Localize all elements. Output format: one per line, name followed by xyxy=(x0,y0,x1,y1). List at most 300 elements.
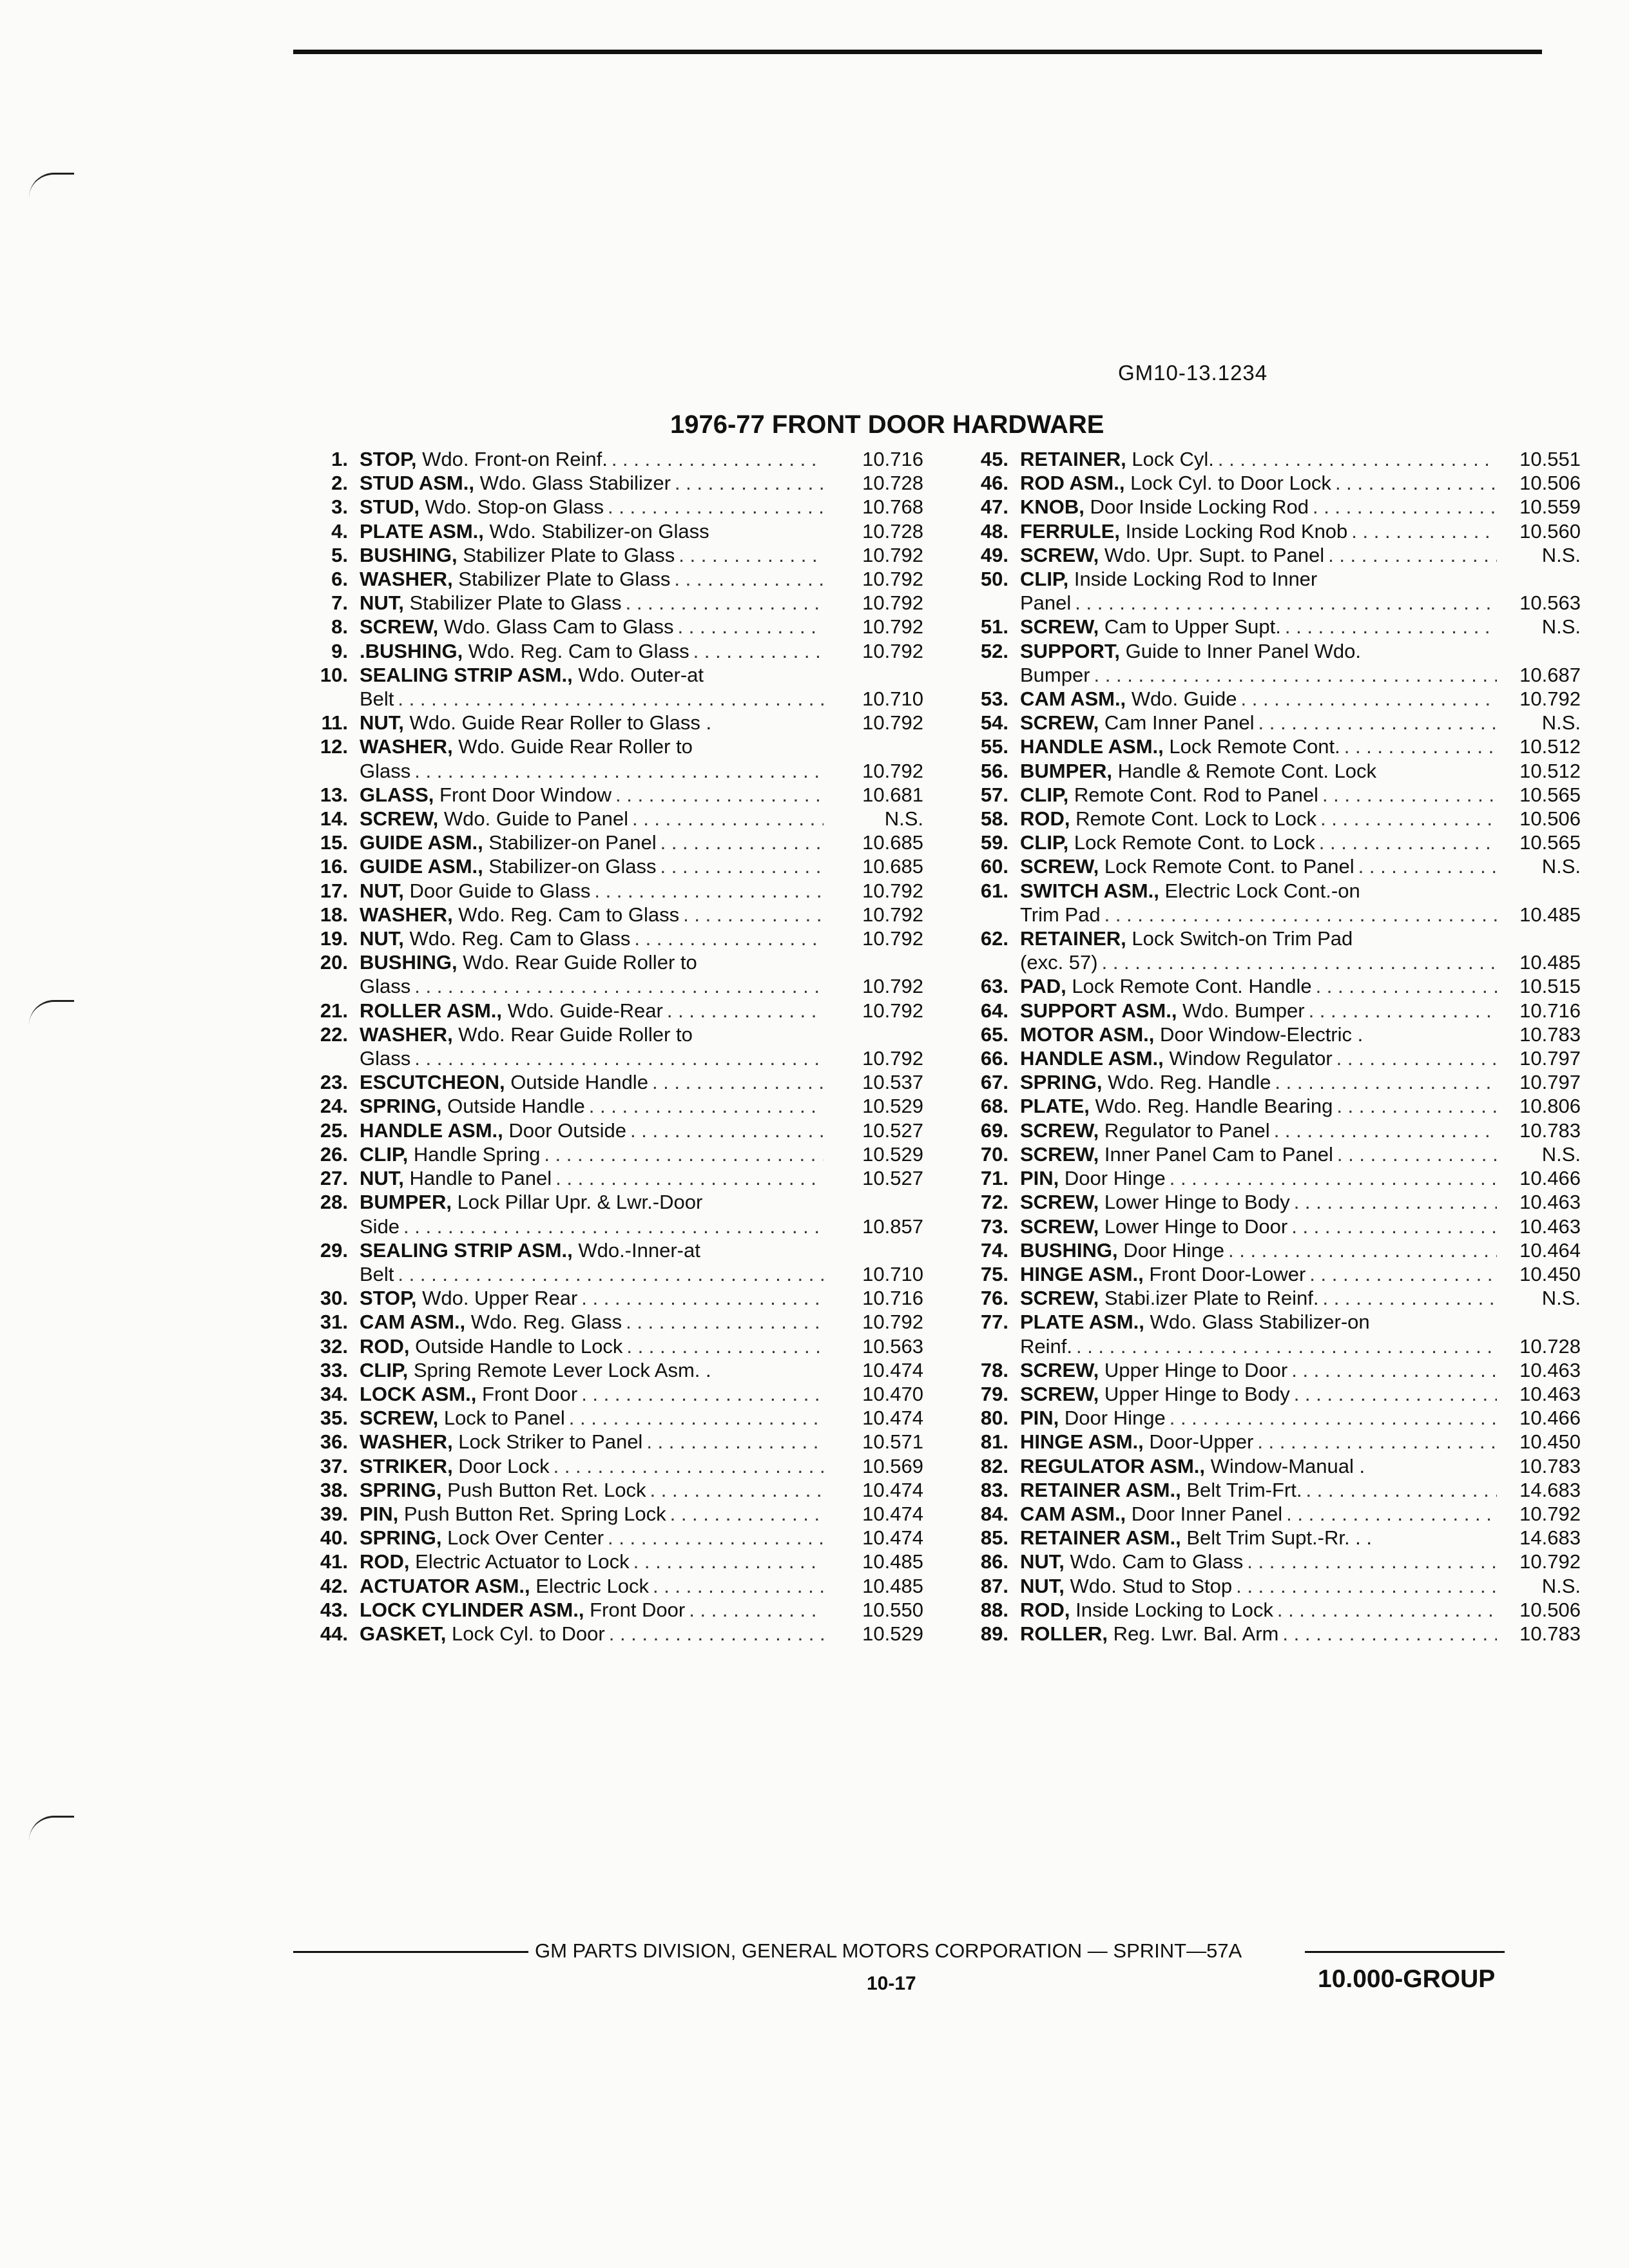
item-detail: Wdo. Reg. Handle Bearing xyxy=(1089,1095,1333,1118)
item-detail: Stabilizer-on Panel xyxy=(483,831,657,854)
item-description xyxy=(1020,759,1497,783)
page-number: 10-17 xyxy=(867,1973,916,1994)
leader-dots xyxy=(1315,831,1497,854)
item-group-code: 10.450 xyxy=(1519,1262,1581,1285)
item-text xyxy=(360,1166,552,1190)
item-number: 42. xyxy=(320,1574,348,1597)
parts-list-item xyxy=(944,1262,1581,1286)
item-description xyxy=(360,1286,824,1310)
item-text xyxy=(1020,519,1347,543)
item-detail: Reg. Lwr. Bal. Arm xyxy=(1108,1622,1279,1645)
parts-list-item xyxy=(284,927,923,950)
item-text xyxy=(1020,831,1315,854)
item-description xyxy=(360,567,824,591)
item-number: 37. xyxy=(320,1454,348,1477)
leader-dots xyxy=(1331,471,1497,495)
item-description xyxy=(360,495,824,519)
item-text xyxy=(360,927,630,950)
item-number: 31. xyxy=(320,1311,348,1334)
item-group-code: 10.474 xyxy=(862,1407,923,1430)
item-group-code: N.S. xyxy=(1541,1574,1581,1597)
item-group-code: 10.792 xyxy=(1519,1502,1581,1525)
item-name: PIN, xyxy=(1020,1407,1059,1430)
item-description xyxy=(360,471,824,495)
parts-list-item xyxy=(284,999,923,1023)
item-detail: Wdo. Front-on Reinf. xyxy=(416,448,608,470)
parts-list-item xyxy=(284,1310,923,1334)
parts-list-item xyxy=(284,1262,923,1286)
parts-list-item xyxy=(284,1358,923,1382)
item-text xyxy=(1020,1215,1287,1238)
item-text xyxy=(360,1215,400,1238)
item-description xyxy=(360,831,824,854)
item-text xyxy=(1020,687,1237,711)
item-detail: Upper Hinge to Door xyxy=(1099,1358,1288,1381)
parts-list-item xyxy=(944,495,1581,519)
item-text xyxy=(360,1334,622,1358)
item-number: 18. xyxy=(320,903,348,926)
item-description xyxy=(1020,1046,1497,1070)
item-group-code: 10.464 xyxy=(1519,1238,1581,1262)
parts-list-item xyxy=(284,1430,923,1454)
item-number: 68. xyxy=(980,1095,1008,1118)
item-number: 63. xyxy=(980,975,1008,998)
item-name: NUT, xyxy=(1020,1550,1065,1573)
item-text xyxy=(1020,447,1214,471)
item-group-code: 10.537 xyxy=(862,1071,923,1094)
item-text xyxy=(360,759,410,783)
item-number: 26. xyxy=(320,1142,348,1166)
item-number: 32. xyxy=(320,1334,348,1358)
item-description xyxy=(360,1046,824,1070)
item-name: BUSHING, xyxy=(360,951,458,974)
item-description xyxy=(360,1215,824,1238)
item-detail: Lock Remote Cont. Handle xyxy=(1066,975,1312,998)
parts-list-item xyxy=(284,783,923,807)
item-text xyxy=(360,831,657,854)
page-title: 1976-77 FRONT DOOR HARDWARE xyxy=(670,410,1104,439)
item-name: CLIP, xyxy=(1020,568,1069,591)
item-detail: Wdo. Guide Rear Roller to Glass . xyxy=(403,711,712,735)
item-text xyxy=(1020,639,1361,663)
item-text xyxy=(1020,495,1309,519)
item-description xyxy=(360,1310,824,1334)
leader-dots xyxy=(577,1382,824,1406)
item-description xyxy=(360,639,824,663)
item-group-code: 10.792 xyxy=(862,543,923,566)
item-description xyxy=(360,879,824,903)
parts-list-item xyxy=(284,1119,923,1142)
item-group-code: 10.474 xyxy=(862,1358,923,1381)
item-number: 85. xyxy=(980,1526,1008,1550)
item-detail: Lock Remote Cont. to Panel xyxy=(1099,855,1354,878)
leader-dots xyxy=(1287,1215,1497,1238)
item-text xyxy=(1020,1358,1287,1382)
item-group-code: 10.857 xyxy=(862,1215,923,1238)
binding-mark xyxy=(29,173,74,198)
parts-list-item xyxy=(284,711,923,735)
item-description xyxy=(360,950,824,974)
parts-list-item xyxy=(944,1334,1581,1358)
item-detail: Electric Actuator to Lock xyxy=(409,1550,630,1573)
item-text xyxy=(1020,974,1312,998)
item-description xyxy=(1020,711,1497,735)
leader-dots xyxy=(1090,663,1497,687)
leader-dots xyxy=(1312,974,1497,998)
item-number: 58. xyxy=(980,807,1008,831)
item-text xyxy=(360,567,670,591)
leader-dots xyxy=(1354,854,1497,878)
item-text xyxy=(1020,663,1090,687)
parts-list-item xyxy=(284,759,923,783)
item-name: PIN, xyxy=(360,1502,399,1525)
item-group-code: 10.529 xyxy=(862,1095,923,1118)
item-name: .BUSHING, xyxy=(360,639,463,662)
item-group-code: 10.512 xyxy=(1519,735,1581,758)
parts-list-item xyxy=(284,471,923,495)
item-group-code: 10.783 xyxy=(1519,1454,1581,1477)
item-description xyxy=(1020,639,1497,663)
item-detail: Lower Hinge to Door xyxy=(1099,1215,1288,1238)
item-number: 75. xyxy=(980,1262,1008,1285)
parts-list-item xyxy=(284,543,923,567)
item-detail: Electric Lock xyxy=(530,1574,649,1597)
parts-list-item xyxy=(944,1406,1581,1430)
leader-dots xyxy=(1309,495,1497,519)
item-detail: Front Door-Lower xyxy=(1143,1262,1306,1285)
leader-dots xyxy=(577,1286,824,1310)
binding-mark xyxy=(29,1000,74,1025)
item-description xyxy=(1020,567,1497,591)
item-description xyxy=(360,1094,824,1118)
item-name: NUT, xyxy=(360,879,404,902)
item-group-code: 10.563 xyxy=(862,1334,923,1358)
item-name: PLATE ASM., xyxy=(1020,1311,1144,1334)
parts-list-item xyxy=(284,1502,923,1526)
item-description xyxy=(1020,1070,1497,1094)
parts-list-item xyxy=(284,663,923,687)
item-name: CAM ASM., xyxy=(1020,1502,1126,1525)
item-group-code: 10.783 xyxy=(1519,1119,1581,1142)
item-detail: Lock Cyl. to Door Lock xyxy=(1124,472,1331,495)
item-group-code: 10.681 xyxy=(862,783,923,806)
item-number: 36. xyxy=(320,1430,348,1454)
item-detail: Wdo. Stop-on Glass xyxy=(419,495,604,519)
item-text xyxy=(1020,1502,1282,1526)
item-number: 40. xyxy=(320,1526,348,1550)
item-text xyxy=(360,879,590,903)
item-description xyxy=(360,1238,824,1262)
item-detail: Stabilizer-on Glass xyxy=(483,855,657,878)
item-text xyxy=(360,1574,649,1598)
item-text xyxy=(1020,1622,1278,1646)
item-number: 71. xyxy=(980,1167,1008,1190)
item-name: NUT, xyxy=(360,591,404,615)
item-description xyxy=(360,1190,824,1214)
item-number: 54. xyxy=(980,711,1008,735)
item-detail: Wdo. Guide-Rear xyxy=(502,999,663,1022)
item-detail: Lock Switch-on Trim Pad xyxy=(1126,927,1353,950)
item-number: 22. xyxy=(320,1023,348,1046)
item-detail: Inner Panel Cam to Panel xyxy=(1099,1142,1333,1166)
item-description xyxy=(1020,950,1497,974)
item-group-code: 10.792 xyxy=(1519,1550,1581,1573)
item-detail: Wdo. Glass Stabilizer xyxy=(474,472,671,495)
item-description xyxy=(1020,663,1497,687)
parts-list-item xyxy=(944,1310,1581,1334)
item-text xyxy=(1020,1023,1363,1046)
item-group-code: 10.485 xyxy=(1519,951,1581,974)
item-text xyxy=(360,1190,702,1214)
item-name: SCREW, xyxy=(1020,1287,1099,1310)
parts-list-left xyxy=(284,447,923,1646)
item-text xyxy=(1020,807,1316,831)
item-detail: Panel xyxy=(1020,591,1072,615)
item-detail: Front Door Window xyxy=(434,783,612,806)
item-detail: Wdo. Reg. Cam to Glass xyxy=(452,903,680,926)
item-number: 62. xyxy=(980,927,1008,950)
item-group-code: 14.683 xyxy=(1519,1526,1581,1550)
parts-list-item xyxy=(944,879,1581,903)
item-text xyxy=(360,1454,550,1478)
item-description xyxy=(1020,1574,1497,1598)
item-name: CAM ASM., xyxy=(1020,687,1126,711)
item-group-code: 10.571 xyxy=(862,1430,923,1454)
item-group-code: 10.565 xyxy=(1519,783,1581,806)
item-group-code: 10.474 xyxy=(862,1526,923,1550)
parts-list-item xyxy=(944,831,1581,854)
item-text xyxy=(1020,1382,1290,1406)
parts-list-item xyxy=(944,639,1581,663)
item-group-code: 10.470 xyxy=(862,1382,923,1405)
leader-dots xyxy=(604,495,824,519)
item-detail: Side xyxy=(360,1215,400,1238)
parts-list-item xyxy=(284,1238,923,1262)
item-number: 43. xyxy=(320,1598,348,1621)
item-number: 72. xyxy=(980,1191,1008,1214)
item-description xyxy=(360,591,824,615)
item-group-code: 10.463 xyxy=(1519,1191,1581,1214)
item-group-code: 10.506 xyxy=(1519,807,1581,831)
item-description xyxy=(1020,1502,1497,1526)
leader-dots xyxy=(410,974,824,998)
item-name: SCREW, xyxy=(360,1407,439,1430)
item-text xyxy=(360,903,679,927)
item-description xyxy=(360,854,824,878)
item-name: SUPPORT ASM., xyxy=(1020,999,1177,1022)
parts-list-item xyxy=(944,783,1581,807)
item-number: 4. xyxy=(331,519,348,543)
item-detail: Belt xyxy=(360,1262,394,1285)
leader-dots xyxy=(394,687,824,711)
parts-list-item xyxy=(944,1526,1581,1550)
parts-list-right xyxy=(944,447,1581,1646)
item-description xyxy=(1020,879,1497,903)
leader-dots xyxy=(608,447,824,471)
item-number: 79. xyxy=(980,1382,1008,1405)
item-name: STRIKER, xyxy=(360,1454,453,1477)
item-detail: Trim Pad xyxy=(1020,903,1101,926)
item-name: SCREW, xyxy=(1020,1215,1099,1238)
leader-dots xyxy=(605,1622,824,1646)
item-number: 56. xyxy=(980,759,1008,782)
item-detail: Inside Locking to Lock xyxy=(1070,1598,1273,1621)
parts-list-item xyxy=(284,1574,923,1598)
item-name: WASHER, xyxy=(360,1430,453,1454)
item-detail: Push Button Ret. Lock xyxy=(441,1478,646,1501)
item-group-code: 10.792 xyxy=(862,711,923,735)
parts-list-item xyxy=(284,854,923,878)
item-name: CLIP, xyxy=(360,1358,409,1381)
parts-list-item xyxy=(284,950,923,974)
item-number: 57. xyxy=(980,783,1008,806)
item-detail: Front Door xyxy=(476,1382,578,1405)
parts-list-item xyxy=(284,1382,923,1406)
item-group-code: 10.485 xyxy=(862,1550,923,1573)
item-name: SWITCH ASM., xyxy=(1020,879,1159,902)
item-detail: Outside Handle xyxy=(505,1071,648,1094)
item-text xyxy=(360,854,657,878)
leader-dots xyxy=(685,1598,824,1622)
parts-list-item xyxy=(944,903,1581,927)
leader-dots xyxy=(394,1262,824,1286)
item-number: 8. xyxy=(331,615,348,639)
leader-dots xyxy=(622,1310,824,1334)
item-number: 51. xyxy=(980,615,1008,639)
item-number: 55. xyxy=(980,735,1008,758)
parts-list-item xyxy=(944,567,1581,591)
item-detail: Cam Inner Panel xyxy=(1099,711,1255,735)
leader-dots xyxy=(410,759,824,783)
item-description xyxy=(1020,1358,1497,1382)
parts-list-item xyxy=(944,1430,1581,1454)
item-number: 13. xyxy=(320,783,348,806)
item-text xyxy=(1020,543,1324,567)
item-detail: Front Door xyxy=(584,1598,686,1621)
item-number: 49. xyxy=(980,543,1008,566)
parts-list-item xyxy=(284,687,923,711)
item-group-code: 10.710 xyxy=(862,687,923,711)
item-name: CLIP, xyxy=(1020,831,1069,854)
leader-dots xyxy=(552,1166,824,1190)
item-description xyxy=(1020,1310,1497,1334)
parts-list-item xyxy=(944,1478,1581,1502)
item-number: 78. xyxy=(980,1358,1008,1381)
item-number: 70. xyxy=(980,1142,1008,1166)
leader-dots xyxy=(1253,1430,1497,1454)
item-number: 7. xyxy=(331,591,348,615)
item-text xyxy=(1020,999,1305,1023)
item-name: SCREW, xyxy=(1020,615,1099,639)
item-group-code: 10.529 xyxy=(862,1142,923,1166)
parts-list-item xyxy=(944,1215,1581,1238)
item-number: 16. xyxy=(320,855,348,878)
item-description xyxy=(360,903,824,927)
item-name: RETAINER, xyxy=(1020,927,1126,950)
item-group-code: 10.728 xyxy=(1519,1334,1581,1358)
leader-dots xyxy=(622,1334,824,1358)
item-description xyxy=(360,663,824,687)
item-text xyxy=(360,447,608,471)
item-group-code: 10.792 xyxy=(862,1047,923,1070)
item-description xyxy=(360,447,824,471)
item-description xyxy=(360,1478,824,1502)
leader-dots xyxy=(642,1430,824,1454)
item-number: 66. xyxy=(980,1047,1008,1070)
item-group-code: 10.783 xyxy=(1519,1622,1581,1645)
item-group-code: N.S. xyxy=(1541,711,1581,735)
item-name: SCREW, xyxy=(1020,543,1099,566)
item-text xyxy=(1020,1119,1270,1142)
item-group-code: 10.565 xyxy=(1519,831,1581,854)
item-detail: Window Regulator xyxy=(1163,1047,1333,1070)
item-text xyxy=(360,1598,685,1622)
item-description xyxy=(1020,999,1497,1023)
item-description xyxy=(1020,1262,1497,1286)
item-text xyxy=(360,639,689,663)
item-group-code: 10.563 xyxy=(1519,591,1581,615)
item-text xyxy=(360,1382,577,1406)
item-description xyxy=(1020,1622,1497,1646)
leader-dots xyxy=(670,567,824,591)
item-description xyxy=(360,1166,824,1190)
item-number: 3. xyxy=(331,495,348,519)
item-detail: Cam to Upper Supt. xyxy=(1099,615,1281,639)
item-text xyxy=(360,543,675,567)
parts-list-item xyxy=(944,1119,1581,1142)
item-text xyxy=(1020,735,1340,758)
item-group-code: 14.683 xyxy=(1519,1478,1581,1501)
parts-list-item xyxy=(944,447,1581,471)
item-description xyxy=(1020,1550,1497,1573)
item-description xyxy=(1020,854,1497,878)
parts-list-item xyxy=(284,1166,923,1190)
item-detail: Push Button Ret. Spring Lock xyxy=(398,1502,666,1525)
item-detail: Wdo. Stabilizer-on Glass xyxy=(483,519,709,543)
item-text xyxy=(360,1502,666,1526)
item-description xyxy=(1020,1166,1497,1190)
parts-list-item xyxy=(284,1454,923,1478)
item-description xyxy=(360,1334,824,1358)
leader-dots xyxy=(1255,711,1497,735)
item-text xyxy=(360,1286,577,1310)
item-detail: Wdo.-Inner-at xyxy=(572,1238,700,1262)
item-description xyxy=(360,1358,824,1382)
footer-rule-right xyxy=(1305,1951,1505,1953)
item-group-code: 10.792 xyxy=(862,879,923,902)
item-number: 47. xyxy=(980,495,1008,519)
item-name: ROD, xyxy=(1020,1598,1070,1621)
item-text xyxy=(1020,1286,1318,1310)
item-text xyxy=(1020,950,1098,974)
item-text xyxy=(1020,1046,1333,1070)
item-group-code: 10.506 xyxy=(1519,472,1581,495)
parts-list-item xyxy=(944,663,1581,687)
item-text xyxy=(360,1023,693,1046)
item-detail: Door Outside xyxy=(503,1119,627,1142)
item-text xyxy=(1020,567,1317,591)
parts-list-item xyxy=(944,543,1581,567)
item-name: HINGE ASM., xyxy=(1020,1262,1144,1285)
item-number: 25. xyxy=(320,1119,348,1142)
leader-dots xyxy=(649,1574,824,1598)
parts-list-item xyxy=(944,1454,1581,1478)
item-description xyxy=(1020,807,1497,831)
leader-dots xyxy=(1316,807,1497,831)
parts-list-item xyxy=(944,1023,1581,1046)
item-number: 38. xyxy=(320,1478,348,1501)
parts-list-item xyxy=(944,1142,1581,1166)
